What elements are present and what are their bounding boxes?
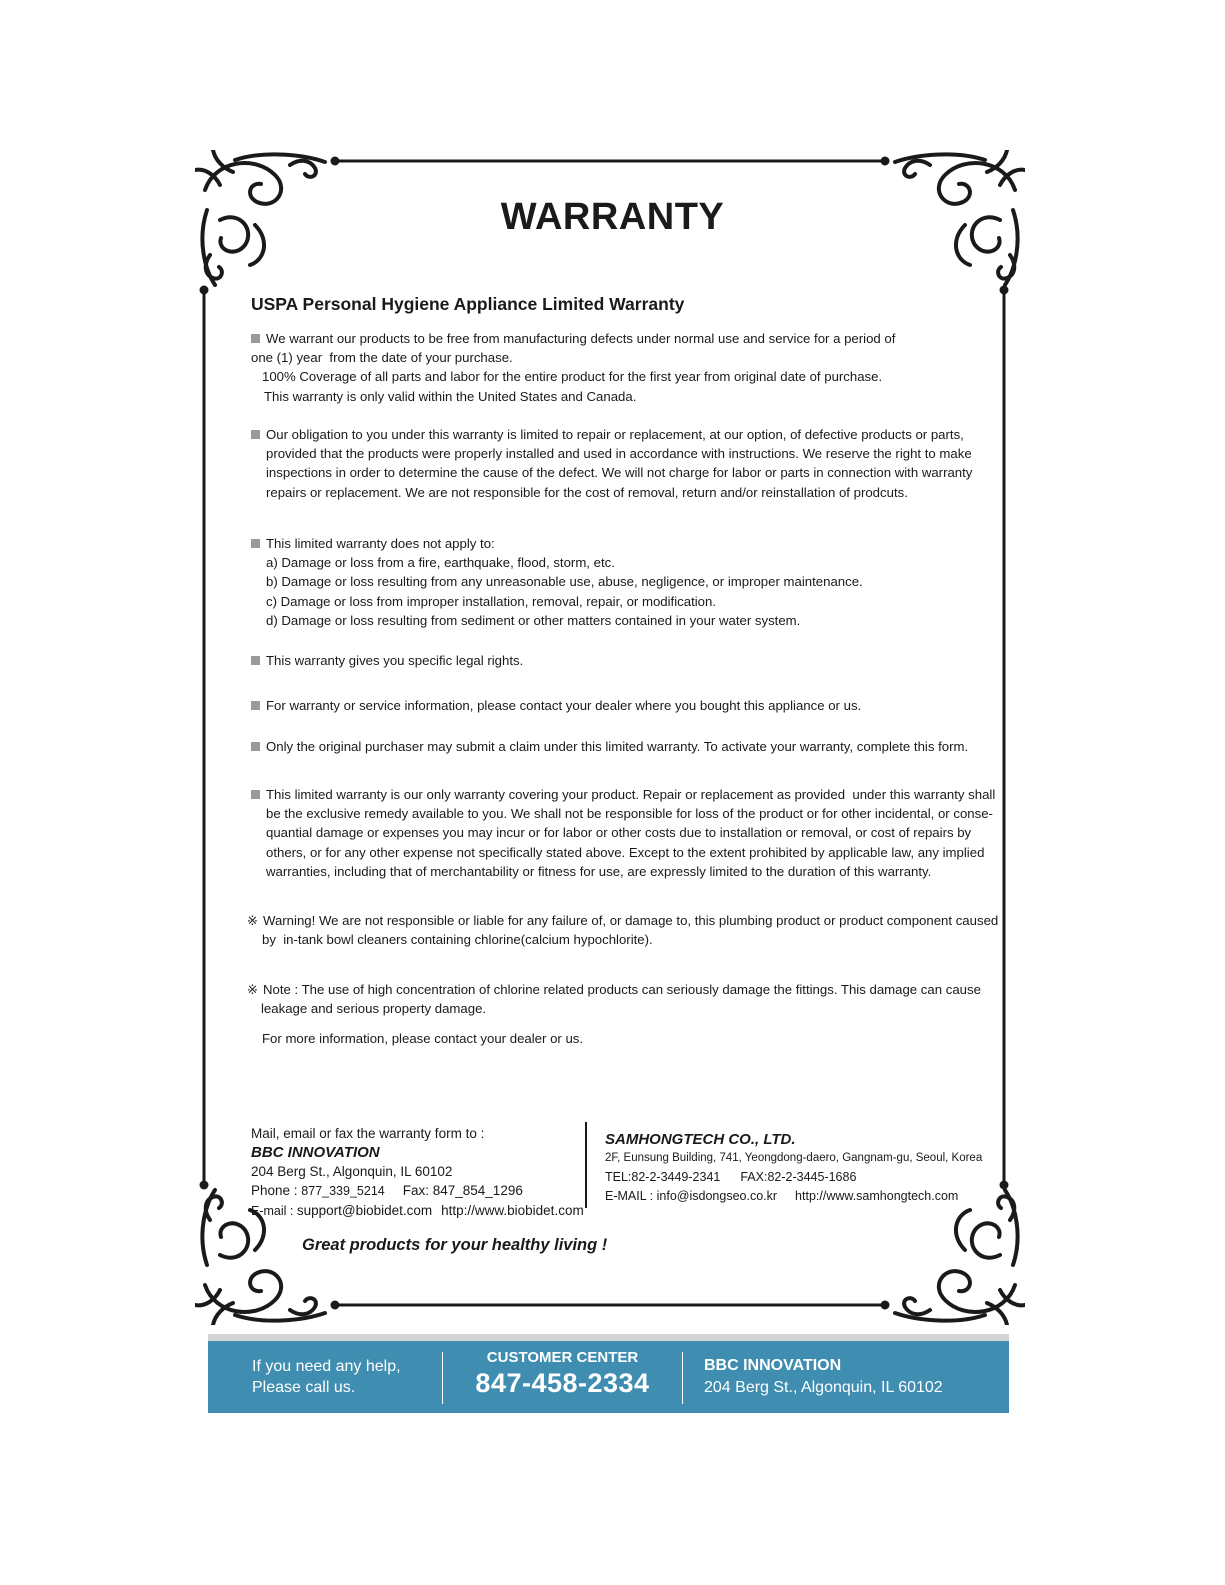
help-text: If you need any help, Please call us. (252, 1358, 401, 1396)
contact-korea (605, 1130, 982, 1206)
bullet-square-icon (251, 539, 260, 548)
more-info-text: For more information, please contact your dealer or us. (262, 1031, 584, 1046)
banner-divider (442, 1352, 443, 1404)
company-name: BBC INNOVATION (251, 1144, 380, 1161)
reference-mark-icon: ※ (247, 982, 259, 997)
banner-company-address: 204 Berg St., Algonquin, IL 60102 (704, 1379, 943, 1396)
company-address: 204 Berg St., Algonquin, IL 60102 (251, 1164, 453, 1179)
reference-mark-icon: ※ (247, 913, 259, 928)
customer-center-banner (208, 1334, 1009, 1413)
warning-note: ※ Warning! We are not responsible or liable for any failure of, or damage to, this plumbing product or product component caused by in-tank bowl cleaners containing chlorine(calcium hypochlorite). (247, 913, 999, 948)
mail-instruction: Mail, email or fax the warranty form to : (251, 1126, 485, 1141)
bullet-square-icon (251, 742, 260, 751)
website-link[interactable]: http://www.samhongtech.com (795, 1189, 959, 1203)
bullet-square-icon (251, 430, 260, 439)
banner-company-name: BBC INNOVATION (704, 1357, 842, 1374)
warranty-section-obligation: Our obligation to you under this warranty is limited to repair or replacement, at our option, of defective products or parts, provided that the products were properly installed and used in accordance with instructions. We reserve the right to make inspections in order to determine the cause of the defect. We will not charge for labor or parts in connection with warranty repairs or replacement. We are not responsible for the cost of removal, return and/or reinstallation of prodcuts. (251, 425, 976, 502)
company-address: 2F, Eunsung Building, 741, Yeongdong-daero, Gangnam-gu, Seoul, Korea (605, 1152, 983, 1164)
slogan: Great products for your healthy living ! (302, 1236, 608, 1254)
contact-usa (251, 1124, 584, 1221)
customer-center-phone[interactable]: 847-458-2334 (475, 1368, 650, 1398)
bullet-square-icon (251, 701, 260, 710)
bullet-square-icon (251, 790, 260, 799)
bullet-square-icon (251, 656, 260, 665)
phone-fax-line: Phone : 877_339_5214 Fax: 847_854_1296 (251, 1183, 523, 1198)
warranty-section-claim: Only the original purchaser may submit a claim under this limited warranty. To activate your warranty, complete this form. (251, 737, 976, 756)
page-title: WARRANTY (500, 196, 725, 238)
warranty-section-legal-rights: This warranty gives you specific legal rights. (251, 651, 976, 670)
website-link[interactable]: http://www.biobidet.com (441, 1203, 584, 1218)
tel-fax-line: TEL:82-2-3449-2341 FAX:82-2-3445-1686 (605, 1170, 857, 1184)
company-name: SAMHONGTECH CO., LTD. (605, 1131, 796, 1148)
warranty-section-service-info: For warranty or service information, please contact your dealer where you bought this appliance or us. (251, 696, 976, 715)
chlorine-note: ※ Note : The use of high concentration of chlorine related products can seriously damage the fittings. This damage can cause leakage and serious property damage. (247, 982, 981, 1017)
customer-center-title: CUSTOMER CENTER (486, 1349, 639, 1366)
email-web-line: E-mail : support@biobidet.com http://www.biobidet.com (251, 1203, 584, 1218)
email-web-line: E-MAIL : info@isdongseo.co.kr http://www.samhongtech.com (605, 1189, 959, 1203)
warranty-section-exclusions: This limited warranty does not apply to: a) Damage or loss from a fire, earthquake, flood, storm, etc. b) Damage or loss resulting from any unreasonable use, abuse, negligence, or improper maintenance. c) Damage or loss from improper installation, removal, repair, or modification. d) Damage or loss resulting from sediment or other matters contained in your water system. (251, 534, 976, 630)
email-link[interactable]: info@isdongseo.co.kr (656, 1189, 778, 1203)
email-link[interactable]: support@biobidet.com (296, 1203, 433, 1218)
warranty-section-coverage: We warrant our products to be free from manufacturing defects under normal use and service for a period of one (1) year from the date of your purchase. 100% Coverage of all parts and labor for the entire product for the first year from original date of purchase. This warranty is only valid within the United States and Canada. (251, 331, 896, 404)
warranty-section-remedy: This limited warranty is our only warranty covering your product. Repair or replacement as provided under this warranty shall be the exclusive remedy available to you. We shall not be responsible for loss of the product or for other incidental, or conse- quantial damage or expenses you may incur or for labor or other costs due to installation or removal, or cost of repairs by others, or for any other expense not specifically stated above. Except to the extent prohibited by applicable law, any implied warranties, including that of merchantability or fitness for use, are expressly limited to the duration of this warranty. (251, 785, 976, 881)
contact-divider (585, 1122, 587, 1208)
banner-divider (682, 1352, 683, 1404)
bullet-square-icon (251, 334, 260, 343)
warranty-subtitle: USPA Personal Hygiene Appliance Limited Warranty (251, 294, 685, 314)
